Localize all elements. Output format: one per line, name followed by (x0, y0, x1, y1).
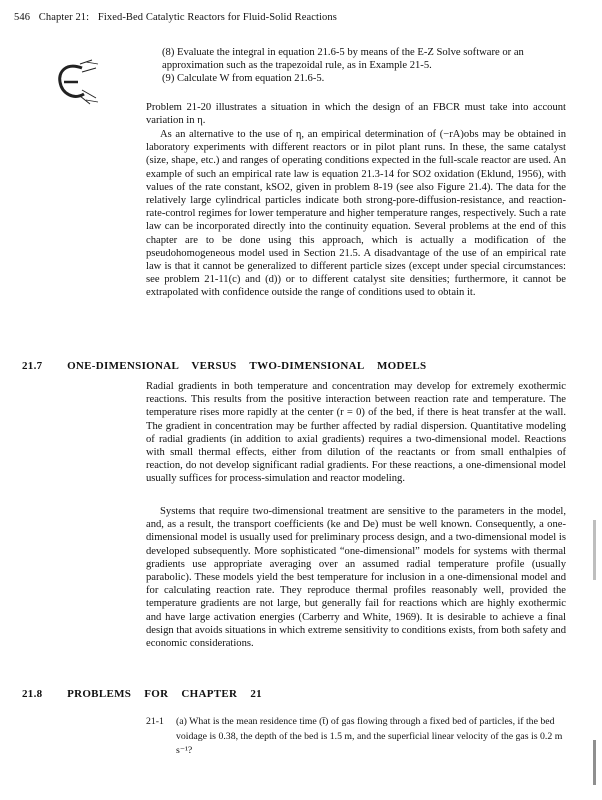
problem-21-1 (146, 715, 566, 759)
problem-text: What is the mean residence time (t̄) of gas flowing through a fixed bed of particles, if the bed voidage is 0.38, the depth of the bed is 1.5 m, and the superficial linear velocity of the gas is 0.2 m s⁻¹? (176, 716, 563, 756)
step-number: (9) (162, 73, 175, 85)
scan-edge-mark (593, 740, 596, 785)
step-8 (162, 46, 562, 72)
step-text: Calculate W from equation 21.6-5. (177, 73, 325, 85)
scan-edge-mark (593, 520, 596, 580)
section-heading-21-8 (22, 688, 262, 700)
section-title: ONE-DIMENSIONAL VERSUS TWO-DIMENSIONAL MODELS (67, 360, 427, 372)
step-text: Evaluate the integral in equation 21.6-5 by means of the E-Z Solve software or an approximation such as the trapezoidal rule, as in Example 21-5. (162, 47, 524, 72)
step-9 (162, 72, 562, 85)
section-number: 21.7 (22, 360, 43, 372)
procedure-steps (162, 46, 562, 86)
paragraph-two-dimensional: Systems that require two-dimensional treatment are sensitive to the parameters in the model, and, as a result, the transport coefficients (ke and De) must be well known. Consequently, a one-dimensional model is usually used for preliminary process design, and a two-dimensional model is developed subsequently. More sophisticated “one-dimensional” models for systems with thermal gradients use appropriate averaging over an assumed radial temperature profile (usually parabolic). These models yield the best temperature for inclusion in a one-dimensional model and for calculating reaction rate. They reproduce thermal profiles reasonably well, provided the temperature gradients are not large, but generally fail for reactions which are highly exothermic and have large activation energies (Carberry and White, 1969). It is desirable to achieve a final design that avoids situations in which extreme sensitivity to conditions exists, from both safety and economic considerations. (146, 506, 566, 650)
problem-body (176, 715, 566, 759)
section-title: PROBLEMS FOR CHAPTER 21 (67, 688, 262, 700)
section-number: 21.8 (22, 688, 43, 700)
problem-number: 21-1 (146, 716, 164, 727)
paragraph-empirical-rate-law: As an alternative to the use of η, an empirical determination of (−rA)obs may be obtained in laboratory experiments with different reactors or in pilot plant runs. In these, the same catalyst (size, shape, etc.) and ranges of operating conditions expected in the full-scale reactor are used. An example of such an empirical rate law is equation 21.3-14 for SO2 oxidation (Eklund, 1956), with values of the rate constant, kSO2, given in problem 8-19 (see also Figure 21.4). The data for the relatively large cylindrical particles indicate both strong-pore-diffusion-resistance, and reaction-rate-control regimes for lower temperature and higher temperature ranges, respectively. Such a rate law can be incorporated directly into the continuity equation. Several problems at the end of this chapter are to be done using this approach, which is actually a modification of the pseudohomogeneous model used in Section 21.5. A disadvantage of the use of an empirical rate law is that it cannot be generalized to different particle sizes (except under special circumstances: see problem 21-11(c) and (d)) or to different catalyst site densities; furthermore, it cannot be extrapolated with confidence outside the range of conditions used to obtain it. (146, 129, 566, 299)
section-heading-21-7 (22, 360, 426, 372)
paragraph-eta-note: Problem 21-20 illustrates a situation in which the design of an FBCR must take into account variation in η. (146, 102, 566, 127)
ez-solve-logo-icon (52, 58, 100, 106)
problem-part: (a) (176, 716, 187, 727)
page-number: 546 (14, 12, 31, 23)
running-header (14, 12, 343, 23)
chapter-title: Fixed-Bed Catalytic Reactors for Fluid-Solid Reactions (97, 12, 337, 23)
paragraph-radial-gradients: Radial gradients in both temperature and concentration may develop for extremely exothermic reactions. This results from the positive interaction between reaction rate and temperature. The temperature rises more rapidly at the center (r = 0) of the bed, if there is heat transfer at the wall. The gradient in concentration may be further affected by radial dispersion. Quantitative modeling of radial gradients (in addition to axial gradients) requires a two-dimensional model. Reactions with small thermal effects, either from dilution of the reactants or from small enthalpies of reaction, do not develop significant radial gradients. For these reactions, a one-dimensional model usually suffices for process-simulation and reactor modeling. (146, 381, 566, 485)
chapter-label: Chapter 21: (38, 12, 90, 23)
step-number: (8) (162, 47, 175, 58)
